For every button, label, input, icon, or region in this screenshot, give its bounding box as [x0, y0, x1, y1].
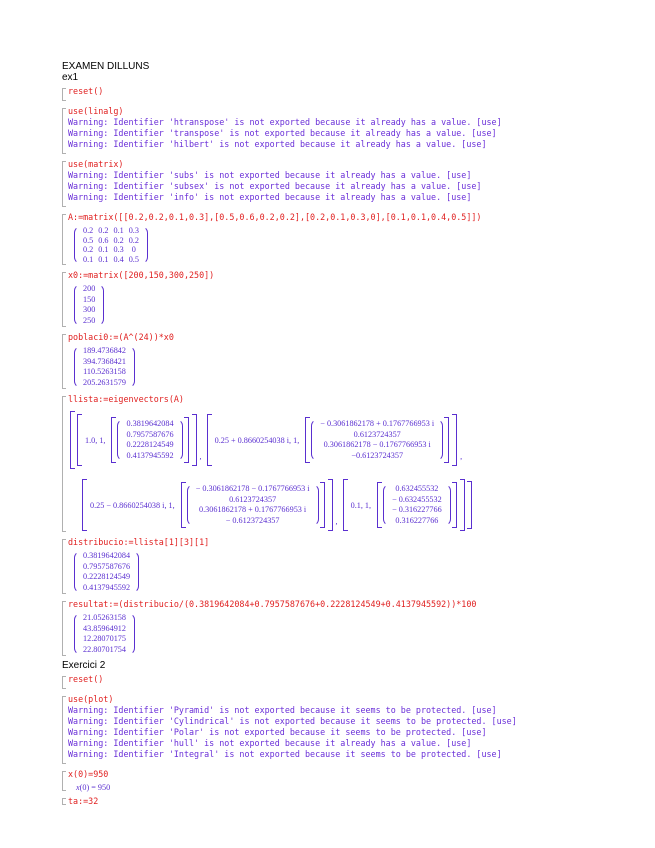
matrix-cell: 0.2 [83, 245, 94, 254]
vector-cell: 43.85964912 [83, 623, 126, 633]
vector-cell: 189.4736842 [83, 346, 126, 355]
command-line[interactable]: x0:=matrix([200,150,300,250]) [68, 270, 215, 280]
vector-cell: − 0.3061862178 − 0.1767766953 i [195, 484, 310, 493]
vector-cell: 250 [83, 315, 96, 325]
warning-line: Warning: Identifier 'subsex' is not exported because it already has a value. [use] [68, 181, 482, 191]
list-separator: , [335, 517, 338, 526]
eigenvalue: 0.25 + 0.8660254038 i, 1, [214, 435, 300, 445]
group-x0[interactable] [62, 270, 642, 329]
worksheet [62, 61, 642, 807]
vector-cell: 0.4137945592 [83, 582, 131, 592]
vector-cell: 0.7957587676 [126, 429, 174, 439]
matrix-cell: 0.1 [98, 245, 109, 254]
vector-cell: 200 [83, 284, 96, 293]
vector-cell: 0.3819642084 [83, 551, 131, 560]
command-line[interactable]: resultat:=(distribucio/(0.3819642084+0.7957587676+0.2228124549+0.4137945592))*100 [68, 599, 477, 609]
vector-cell: 300 [83, 305, 96, 314]
list-separator: , [199, 452, 202, 461]
vector-output [74, 551, 139, 593]
vector-cell: 21.05263158 [83, 613, 126, 622]
matrix-cell: 0.1 [113, 226, 124, 235]
group-reset-2[interactable] [62, 674, 642, 691]
equation-output [68, 782, 642, 793]
section-ex2: Exercici 2 [62, 660, 106, 671]
matrix-cell: 0.3 [113, 245, 124, 254]
group-resultat[interactable] [62, 599, 642, 658]
vector-output [74, 346, 135, 388]
vector-cell: 0.632455532 [395, 484, 439, 493]
vector-cell: 0.3061862178 + 0.1767766953 i [199, 505, 307, 514]
vector-cell: − 0.632455532 [392, 494, 442, 504]
warning-line: Warning: Identifier 'Cylindrical' is not exported because it seems to be protected. [use] [68, 716, 517, 726]
vector-cell: 394.7368421 [83, 356, 126, 366]
matrix-cell: 0.5 [128, 254, 139, 264]
matrix-cell: 0.6 [98, 235, 109, 245]
matrix-cell: 0.2 [98, 226, 109, 235]
command-line[interactable]: use(matrix) [68, 159, 124, 169]
warning-line: Warning: Identifier 'htranspose' is not exported because it already has a value. [use] [68, 117, 502, 127]
vector-cell: 205.2631579 [83, 377, 126, 387]
warning-line: Warning: Identifier 'subs' is not exported because it already has a value. [use] [68, 170, 472, 180]
page-title: EXAMEN DILLUNS [62, 61, 150, 72]
matrix-cell: 0.5 [83, 235, 94, 245]
vector-cell: 12.28070175 [83, 634, 126, 643]
group-matrix-a[interactable] [62, 212, 642, 267]
command-line[interactable]: use(plot) [68, 694, 114, 704]
vector-cell: − 0.3061862178 + 0.1767766953 i [320, 419, 435, 428]
matrix-cell: 0.2 [113, 235, 124, 245]
equation-variable: x [76, 783, 80, 792]
command-line[interactable]: distribucio:=llista[1][3][1] [68, 537, 210, 547]
group-use-linalg[interactable] [62, 106, 642, 156]
command-line[interactable]: llista:=eigenvectors(A) [68, 394, 184, 404]
eigen-output-row-1 [68, 408, 642, 472]
eigenvalue: 1.0, 1, [85, 435, 106, 445]
group-reset-1[interactable] [62, 86, 642, 103]
equation-rest: (0) = 950 [79, 783, 111, 792]
vector-cell: 0.3061862178 − 0.1767766953 i [323, 440, 431, 449]
matrix-cell: 0.2 [128, 235, 139, 245]
eigenvalue: 0.1, 1, [350, 500, 372, 510]
vector-cell: 0.4137945592 [126, 450, 174, 460]
command-line[interactable]: reset() [68, 674, 104, 684]
vector-cell: 0.6123724357 [229, 494, 277, 504]
group-use-plot[interactable] [62, 694, 642, 766]
group-use-matrix[interactable] [62, 159, 642, 209]
group-x0-eq[interactable] [62, 769, 642, 793]
matrix-output [74, 226, 148, 264]
list-separator: , [460, 452, 463, 461]
warning-line: Warning: Identifier 'hull' is not exported because it already has a value. [use] [68, 738, 472, 748]
section-ex1: ex1 [62, 72, 79, 83]
vector-output [74, 284, 104, 326]
vector-cell: − 0.6123724357 [225, 515, 280, 525]
vector-cell: 0.7957587676 [83, 561, 131, 571]
vector-cell: −0.6123724357 [351, 450, 404, 460]
command-line[interactable]: A:=matrix([[0.2,0.2,0.1,0.3],[0.5,0.6,0.2,0.2],[0.2,0.1,0.3,0],[0.1,0.1,0.4,0.5]]) [68, 212, 482, 222]
vector-cell: 0.316227766 [395, 515, 439, 525]
eigenvalue: 0.25 − 0.8660254038 i, 1, [90, 500, 175, 510]
vector-cell: 0.6123724357 [353, 429, 401, 439]
command-line[interactable]: ta:=32 [68, 796, 99, 806]
vector-cell: 22.80701754 [83, 644, 126, 654]
vector-output [74, 613, 135, 655]
warning-line: Warning: Identifier 'transpose' is not exported because it already has a value. [use] [68, 128, 497, 138]
group-poblacio[interactable] [62, 332, 642, 391]
warning-line: Warning: Identifier 'Pyramid' is not exported because it seems to be protected. [use] [68, 705, 497, 715]
vector-cell: − 0.316227766 [392, 505, 442, 514]
vector-cell: 0.2228124549 [126, 440, 174, 449]
warning-line: Warning: Identifier 'info' is not exported because it already has a value. [use] [68, 192, 472, 202]
matrix-cell: 0.1 [83, 254, 94, 264]
group-ta[interactable] [62, 796, 642, 807]
command-line[interactable]: reset() [68, 86, 104, 96]
vector-cell: 0.2228124549 [83, 572, 131, 581]
warning-line: Warning: Identifier 'Polar' is not exported because it seems to be protected. [use] [68, 727, 487, 737]
matrix-cell: 0.2 [83, 226, 94, 235]
vector-cell: 110.5263158 [83, 367, 126, 376]
matrix-cell: 0.4 [113, 254, 124, 264]
vector-cell: 0.3819642084 [126, 419, 174, 428]
matrix-cell: 0.3 [128, 226, 139, 235]
eigen-output-row-2 [80, 476, 642, 534]
matrix-cell: 0 [131, 245, 136, 254]
vector-cell: 150 [83, 294, 96, 304]
warning-line: Warning: Identifier 'Integral' is not exported because it seems to be protected. [use] [68, 749, 502, 759]
warning-line: Warning: Identifier 'hilbert' is not exported because it already has a value. [use] [68, 139, 487, 149]
group-distribucio[interactable] [62, 537, 642, 596]
group-eigenvectors[interactable] [62, 394, 642, 534]
command-line[interactable]: poblaci0:=(A^(24))*x0 [68, 332, 174, 342]
command-line[interactable]: use(linalg) [68, 106, 124, 116]
command-line[interactable]: x(0)=950 [68, 769, 109, 779]
matrix-cell: 0.1 [98, 254, 109, 264]
